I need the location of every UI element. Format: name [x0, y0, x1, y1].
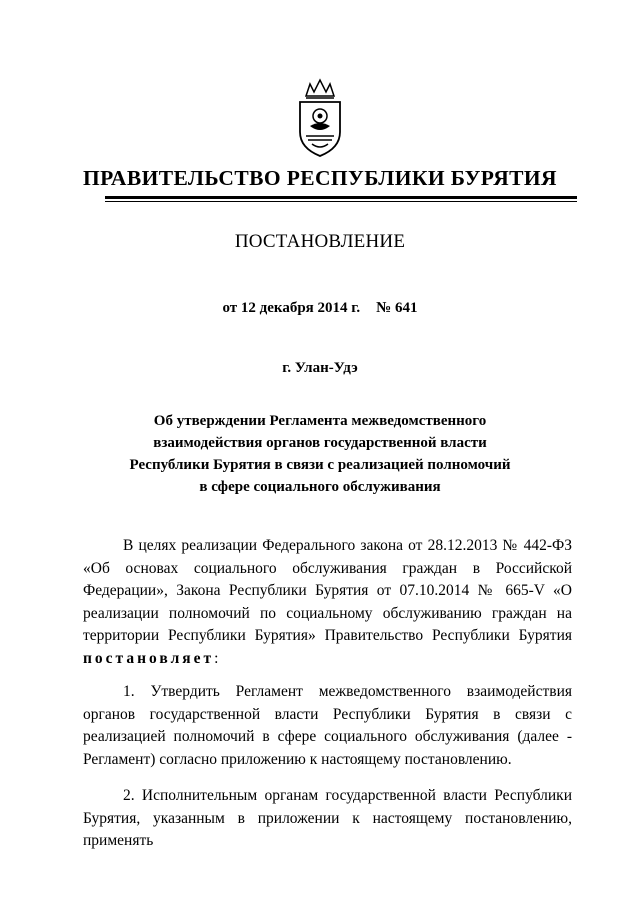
- subject-line: Республики Бурятия в связи с реализацией полномочий: [129, 457, 511, 473]
- item-2-paragraph: 2. Исполнительным органам государственной власти Республики Бурятия, указанным в приложении к настоящему постановлению, применять: [83, 787, 572, 849]
- document-date-line: [0, 300, 640, 317]
- preamble-paragraph: [83, 535, 572, 670]
- decree-word: постановляет: [83, 649, 215, 667]
- preamble-end: :: [214, 649, 219, 667]
- subject-line: Об утверждении Регламента межведомственного: [153, 413, 487, 429]
- document-date: от 12 декабря 2014 г.: [222, 300, 361, 316]
- preamble-text: В целях реализации Федерального закона от 28.12.2013 № 442-ФЗ «Об основах социального обслуживания граждан в Российской Федерации», Закона Республики Бурятия от 07.10.2014 № 665-V «О реализации полномочий по социальному обслуживанию граждан на территории Республики Бурятия» Правительство Республики Бурятия: [83, 537, 572, 644]
- subject-line: в сфере социального обслуживания: [199, 479, 441, 495]
- document-city: г. Улан-Удэ: [282, 360, 358, 376]
- coat-of-arms-emblem: [296, 76, 344, 158]
- document-subject: [100, 410, 540, 498]
- document-number: № 641: [376, 300, 418, 316]
- document-type: ПОСТАНОВЛЕНИЕ: [234, 231, 406, 252]
- header-rule-thin: [105, 201, 577, 202]
- header-rule-thick: [105, 196, 577, 199]
- subject-line: взаимодействия органов государственной власти: [153, 435, 487, 451]
- government-title: ПРАВИТЕЛЬСТВО РЕСПУБЛИКИ БУРЯТИЯ: [83, 166, 557, 190]
- item-1-paragraph: 1. Утвердить Регламент межведомственного взаимодействия органов государственной власти Республики Бурятия в связи с реализацией полномочий в сфере социального обслуживания (далее - Регламент) согласно приложению к настоящему постановлению.: [83, 683, 572, 768]
